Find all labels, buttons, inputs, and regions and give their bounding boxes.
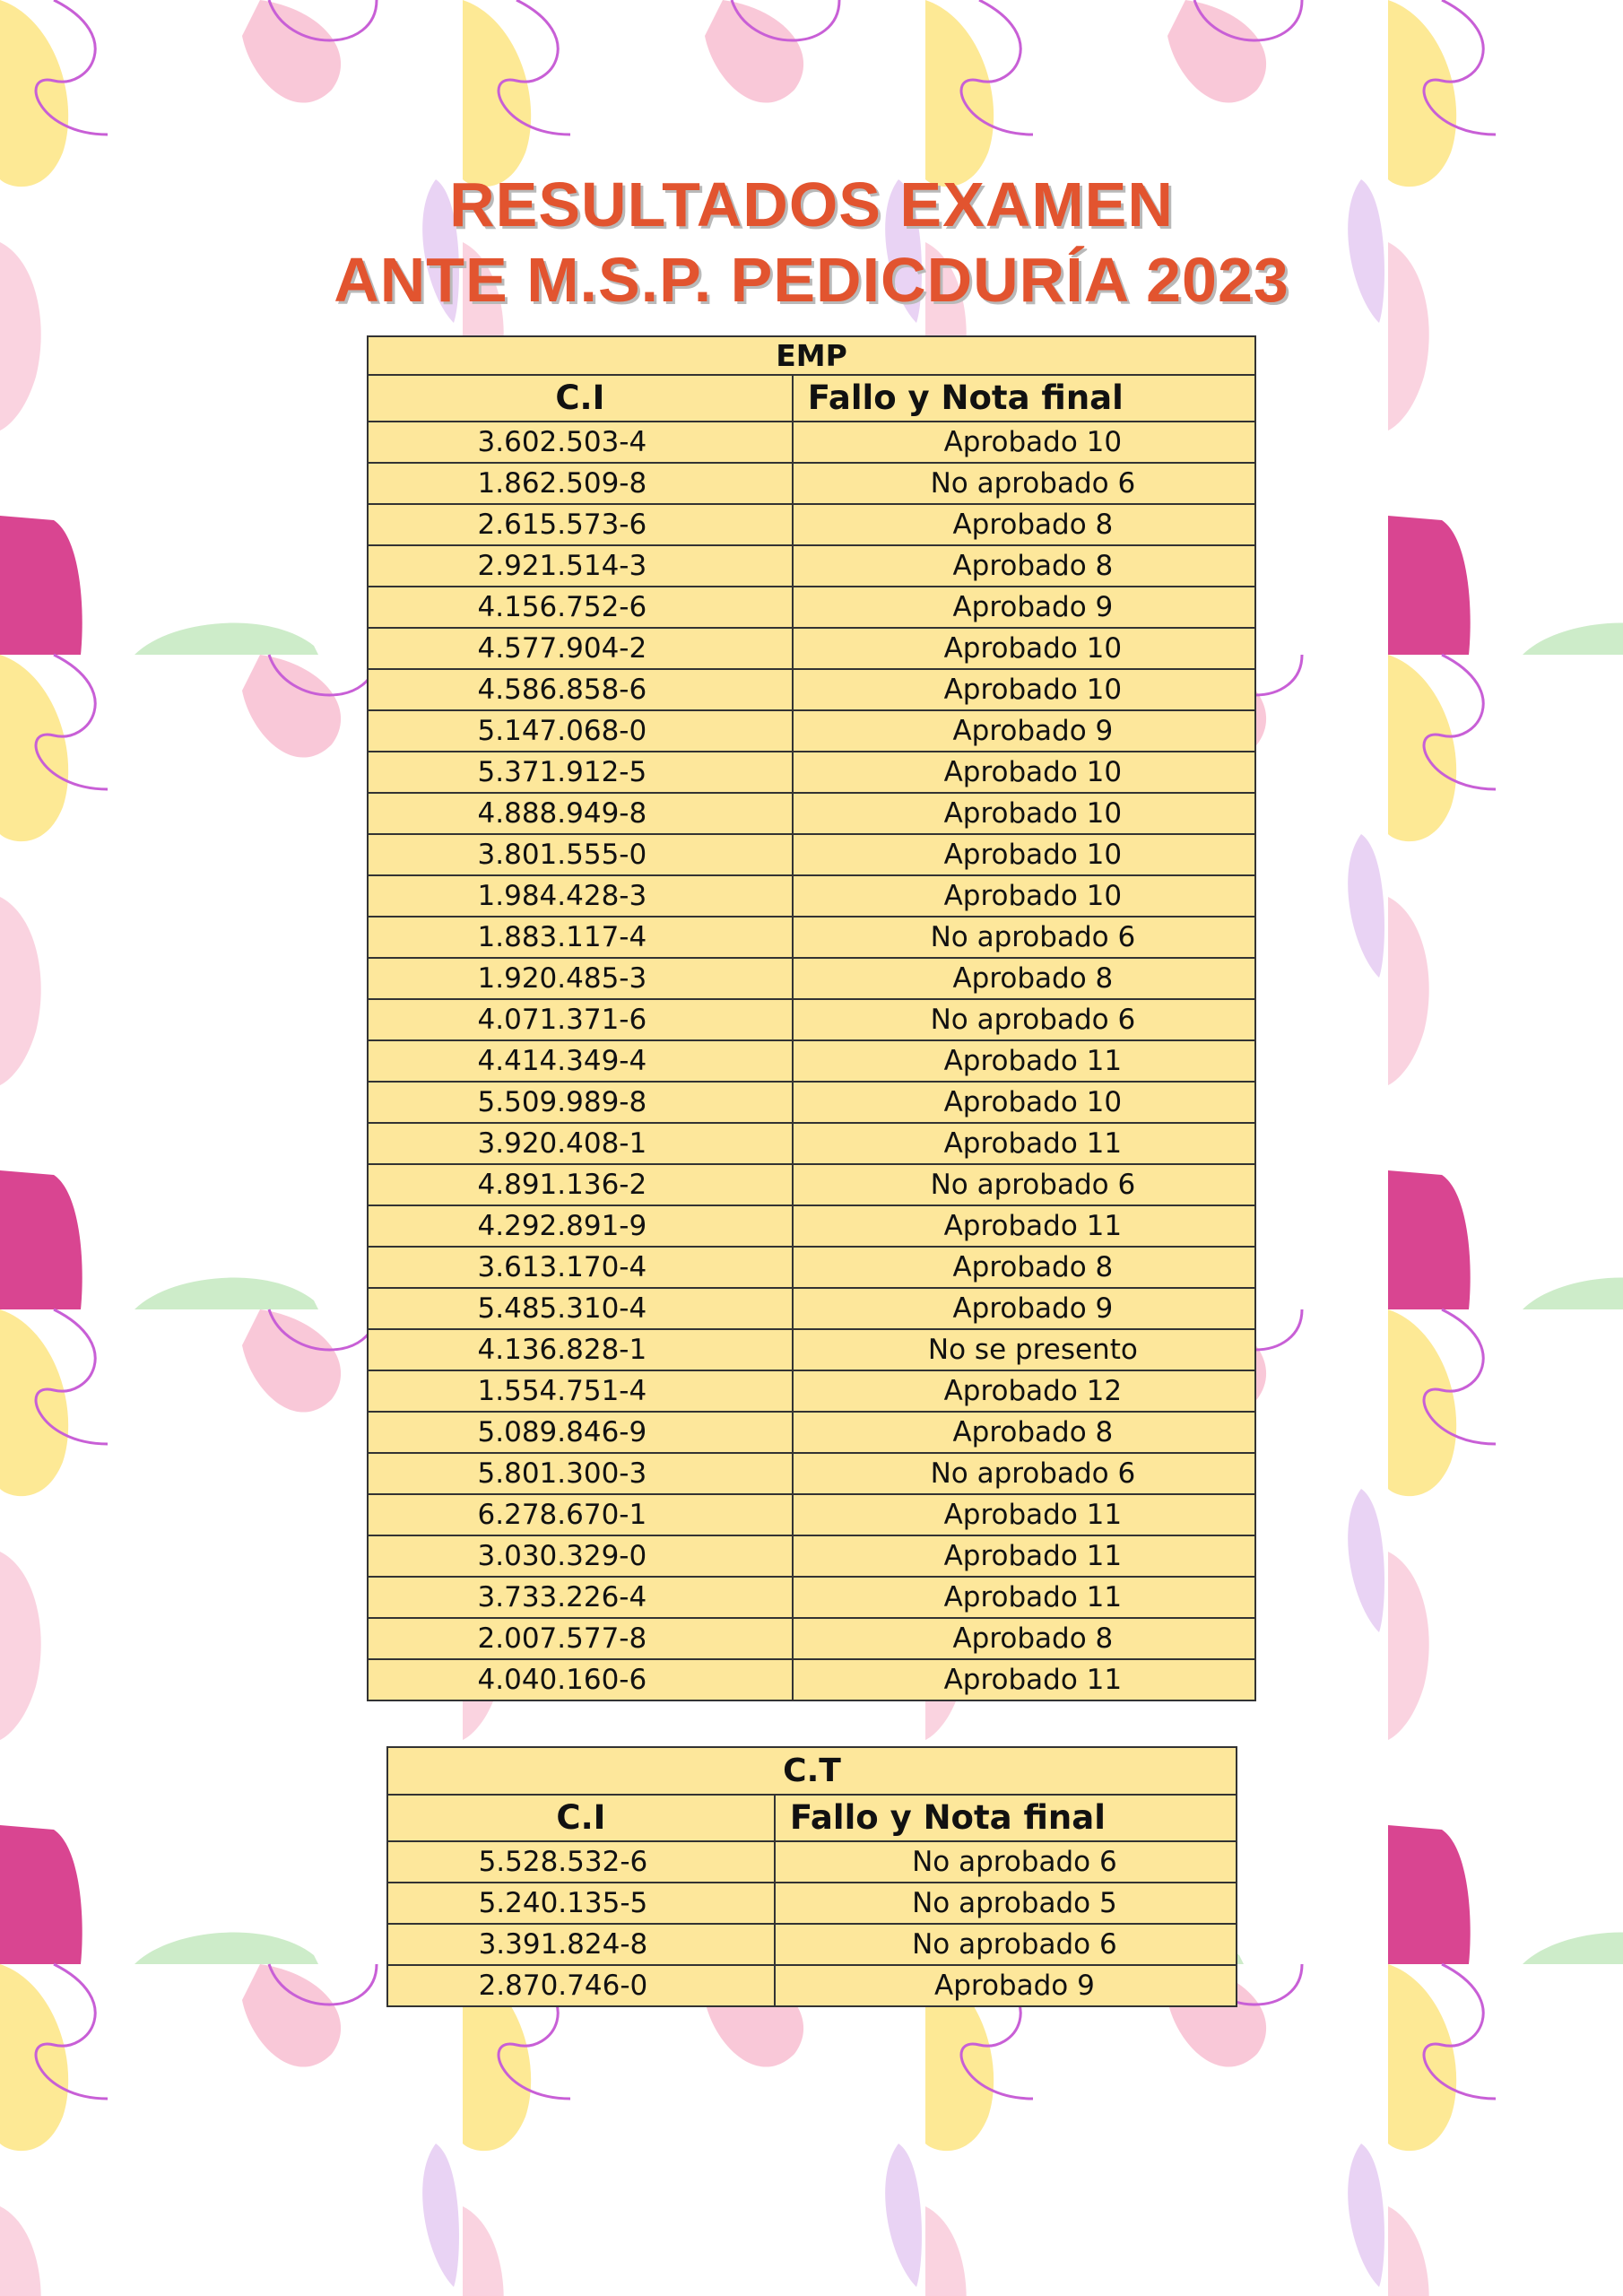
emp-table-row — [368, 1370, 1255, 1412]
emp-table-row — [368, 752, 1255, 793]
result-cell: Aprobado 10 — [793, 669, 1255, 710]
bg-green-blob — [135, 1278, 318, 1309]
result-cell: Aprobado 8 — [793, 1247, 1255, 1288]
bg-yellow-blob — [0, 0, 68, 187]
bg-yellow-blob — [1388, 0, 1456, 187]
ct-table-row — [387, 1965, 1237, 2006]
bg-lavender-blob — [885, 2144, 922, 2287]
bg-magenta-blob — [1388, 1825, 1471, 1964]
ci-cell: 1.984.428-3 — [368, 875, 793, 917]
ci-cell: 4.040.160-6 — [368, 1659, 793, 1700]
bg-green-blob — [135, 1933, 318, 1964]
bg-lavender-blob — [422, 2144, 459, 2287]
ci-cell: 5.147.068-0 — [368, 710, 793, 752]
result-cell: Aprobado 11 — [793, 1123, 1255, 1164]
result-cell: Aprobado 11 — [793, 1659, 1255, 1700]
bg-yellow-blob — [925, 0, 994, 187]
ci-cell: 2.615.573-6 — [368, 504, 793, 545]
emp-table-row — [368, 958, 1255, 999]
bg-magenta-blob — [0, 516, 82, 655]
result-cell: Aprobado 11 — [793, 1494, 1255, 1535]
ct-table-row — [387, 1883, 1237, 1924]
ci-cell: 2.921.514-3 — [368, 545, 793, 587]
emp-table-row — [368, 999, 1255, 1040]
emp-table-row — [368, 1123, 1255, 1164]
ci-cell: 3.602.503-4 — [368, 422, 793, 463]
ct-results-table — [386, 1746, 1237, 2007]
result-cell: Aprobado 9 — [793, 587, 1255, 628]
bg-pink-blob — [463, 2206, 504, 2296]
ct-column-header-result: Fallo y Nota final — [775, 1795, 1237, 1841]
result-cell: Aprobado 10 — [793, 422, 1255, 463]
emp-table-row — [368, 422, 1255, 463]
bg-magenta-blob — [1388, 1170, 1471, 1309]
ct-column-header-ci: C.I — [387, 1795, 775, 1841]
emp-table-row — [368, 1453, 1255, 1494]
result-cell: No aprobado 6 — [793, 1453, 1255, 1494]
ci-cell: 4.414.349-4 — [368, 1040, 793, 1082]
emp-table-row — [368, 710, 1255, 752]
result-cell: No aprobado 6 — [793, 1164, 1255, 1205]
bg-pink-blob — [705, 0, 803, 103]
emp-table-row — [368, 628, 1255, 669]
emp-table-row — [368, 1577, 1255, 1618]
ci-cell: 3.030.329-0 — [368, 1535, 793, 1577]
bg-green-blob — [135, 623, 318, 655]
ci-cell: 1.554.751-4 — [368, 1370, 793, 1412]
bg-pink-blob — [242, 1964, 341, 2067]
ci-cell: 4.888.949-8 — [368, 793, 793, 834]
bg-pink-blob — [1388, 1552, 1429, 1740]
bg-green-blob — [1523, 623, 1623, 655]
ci-cell: 3.733.226-4 — [368, 1577, 793, 1618]
emp-table-row — [368, 1412, 1255, 1453]
result-cell: Aprobado 9 — [775, 1965, 1237, 2006]
bg-pink-blob — [1388, 2206, 1429, 2296]
emp-table-row — [368, 834, 1255, 875]
emp-table-row — [368, 545, 1255, 587]
ci-cell: 5.528.532-6 — [387, 1841, 775, 1883]
emp-table-row — [368, 1205, 1255, 1247]
ct-table-title: C.T — [387, 1747, 1237, 1795]
bg-magenta-blob — [1388, 516, 1471, 655]
ct-table-body — [387, 1841, 1237, 2006]
ci-cell: 3.613.170-4 — [368, 1247, 793, 1288]
emp-table-row — [368, 1494, 1255, 1535]
result-cell: No aprobado 5 — [775, 1883, 1237, 1924]
result-cell: Aprobado 8 — [793, 545, 1255, 587]
bg-yellow-blob — [1388, 1964, 1456, 2151]
ci-cell: 6.278.670-1 — [368, 1494, 793, 1535]
bg-pink-blob — [242, 0, 341, 103]
result-cell: No aprobado 6 — [793, 917, 1255, 958]
emp-column-header-ci: C.I — [368, 375, 793, 422]
emp-table-row — [368, 1618, 1255, 1659]
bg-pink-blob — [242, 1309, 341, 1413]
emp-table-row — [368, 587, 1255, 628]
emp-table-row — [368, 504, 1255, 545]
result-cell: Aprobado 8 — [793, 1412, 1255, 1453]
ci-cell: 1.883.117-4 — [368, 917, 793, 958]
emp-column-header-result: Fallo y Nota final — [793, 375, 1255, 422]
result-cell: Aprobado 10 — [793, 834, 1255, 875]
ci-cell: 5.240.135-5 — [387, 1883, 775, 1924]
result-cell: Aprobado 11 — [793, 1535, 1255, 1577]
bg-magenta-blob — [0, 1170, 82, 1309]
ci-cell: 4.577.904-2 — [368, 628, 793, 669]
result-cell: Aprobado 10 — [793, 628, 1255, 669]
emp-table-row — [368, 793, 1255, 834]
result-cell: Aprobado 11 — [793, 1205, 1255, 1247]
emp-table-row — [368, 875, 1255, 917]
ci-cell: 4.071.371-6 — [368, 999, 793, 1040]
document-title-line-1: RESULTADOS EXAMEN — [449, 170, 1174, 239]
bg-pink-blob — [242, 655, 341, 758]
bg-pink-blob — [0, 2206, 41, 2296]
ct-table-row — [387, 1841, 1237, 1883]
result-cell: Aprobado 10 — [793, 1082, 1255, 1123]
ci-cell: 1.920.485-3 — [368, 958, 793, 999]
bg-pink-blob — [0, 1552, 41, 1740]
ci-cell: 4.586.858-6 — [368, 669, 793, 710]
result-cell: Aprobado 8 — [793, 504, 1255, 545]
result-cell: No aprobado 6 — [775, 1841, 1237, 1883]
result-cell: Aprobado 8 — [793, 958, 1255, 999]
bg-pink-blob — [1167, 0, 1266, 103]
bg-yellow-blob — [1388, 655, 1456, 841]
result-cell: No aprobado 6 — [793, 463, 1255, 504]
ci-cell: 4.891.136-2 — [368, 1164, 793, 1205]
result-cell: No aprobado 6 — [793, 999, 1255, 1040]
bg-magenta-blob — [0, 1825, 82, 1964]
ct-table-row — [387, 1924, 1237, 1965]
result-cell: Aprobado 12 — [793, 1370, 1255, 1412]
emp-table-row — [368, 1040, 1255, 1082]
result-cell: Aprobado 9 — [793, 1288, 1255, 1329]
result-cell: Aprobado 11 — [793, 1577, 1255, 1618]
result-cell: Aprobado 11 — [793, 1040, 1255, 1082]
bg-lavender-blob — [1348, 1489, 1384, 1632]
result-cell: No aprobado 6 — [775, 1924, 1237, 1965]
emp-table-row — [368, 1535, 1255, 1577]
ci-cell: 5.371.912-5 — [368, 752, 793, 793]
bg-yellow-blob — [1388, 1309, 1456, 1496]
bg-pink-blob — [925, 2206, 967, 2296]
ci-cell: 3.391.824-8 — [387, 1924, 775, 1965]
ci-cell: 4.136.828-1 — [368, 1329, 793, 1370]
ci-cell: 3.801.555-0 — [368, 834, 793, 875]
emp-table-body — [368, 422, 1255, 1700]
ci-cell: 2.870.746-0 — [387, 1965, 775, 2006]
ci-cell: 5.485.310-4 — [368, 1288, 793, 1329]
ci-cell: 4.156.752-6 — [368, 587, 793, 628]
result-cell: Aprobado 10 — [793, 752, 1255, 793]
emp-table-row — [368, 463, 1255, 504]
emp-table-row — [368, 1247, 1255, 1288]
ci-cell: 5.089.846-9 — [368, 1412, 793, 1453]
emp-table-row — [368, 1164, 1255, 1205]
result-cell: No se presento — [793, 1329, 1255, 1370]
ci-cell: 2.007.577-8 — [368, 1618, 793, 1659]
emp-table-row — [368, 1288, 1255, 1329]
emp-table-row — [368, 917, 1255, 958]
bg-green-blob — [1523, 1933, 1623, 1964]
emp-table-row — [368, 1082, 1255, 1123]
emp-table-row — [368, 1659, 1255, 1700]
ci-cell: 3.920.408-1 — [368, 1123, 793, 1164]
bg-yellow-blob — [0, 1309, 68, 1496]
ci-cell: 4.292.891-9 — [368, 1205, 793, 1247]
result-cell: Aprobado 10 — [793, 875, 1255, 917]
result-cell: Aprobado 8 — [793, 1618, 1255, 1659]
result-cell: Aprobado 10 — [793, 793, 1255, 834]
emp-table-row — [368, 669, 1255, 710]
result-cell: Aprobado 9 — [793, 710, 1255, 752]
emp-results-table — [367, 335, 1256, 1701]
emp-table-title: EMP — [368, 336, 1255, 375]
ci-cell: 5.509.989-8 — [368, 1082, 793, 1123]
bg-pink-blob — [1388, 897, 1429, 1085]
bg-pink-blob — [0, 897, 41, 1085]
bg-green-blob — [1523, 1278, 1623, 1309]
bg-lavender-blob — [1348, 834, 1384, 978]
emp-table-row — [368, 1329, 1255, 1370]
bg-lavender-blob — [1348, 2144, 1384, 2287]
bg-yellow-blob — [463, 0, 531, 187]
ci-cell: 5.801.300-3 — [368, 1453, 793, 1494]
bg-yellow-blob — [0, 655, 68, 841]
bg-yellow-blob — [0, 1964, 68, 2151]
document-title-line-2: ANTE M.S.P. PEDICDURÍA 2023 — [334, 245, 1289, 315]
ci-cell: 1.862.509-8 — [368, 463, 793, 504]
